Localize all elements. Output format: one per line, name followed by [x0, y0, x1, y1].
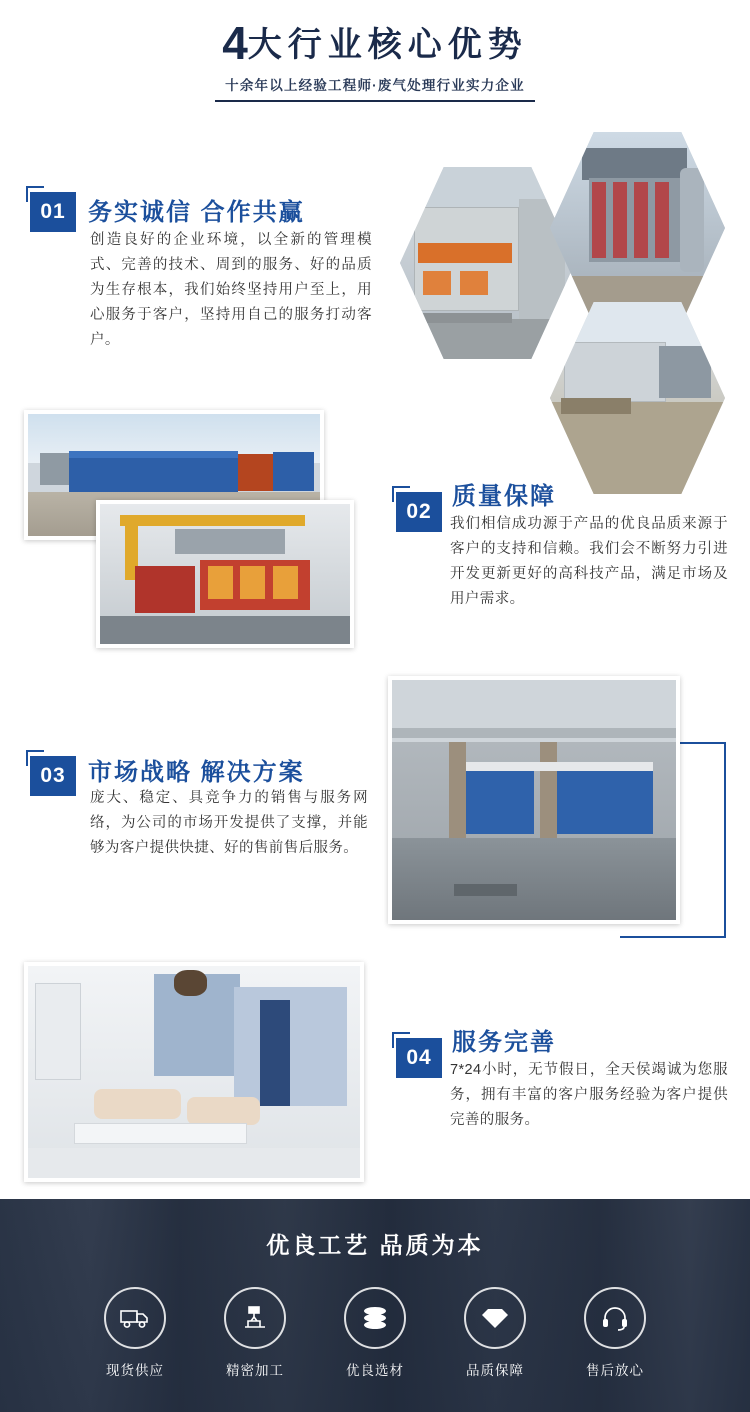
section-02-title: 质量保障	[452, 483, 556, 510]
banner-item-5-label: 售后放心	[586, 1363, 644, 1378]
banner-item-3	[332, 1287, 418, 1379]
page-header	[0, 17, 750, 105]
banner-item-2	[212, 1287, 298, 1379]
photo-spray-booth-hall	[388, 676, 680, 924]
banner-item-5	[572, 1287, 658, 1379]
photo-hex-workshop	[400, 163, 575, 363]
factory-icon	[224, 1287, 286, 1349]
section-04-title: 服务完善	[452, 1029, 556, 1056]
section-03-body: 庞大、稳定、具竞争力的销售与服务网络，为公司的市场开发提供了支撑，并能够为客户提供快捷、好的售前售后服务。	[90, 790, 368, 856]
section-03-title: 市场战略 解决方案	[88, 759, 305, 786]
header-divider	[215, 100, 535, 102]
section-03-badge: 03	[30, 756, 76, 796]
photo-hex-factory-yard	[550, 298, 725, 498]
layers-icon	[344, 1287, 406, 1349]
banner-item-4	[452, 1287, 538, 1379]
banner-item-2-label: 精密加工	[226, 1363, 284, 1378]
section-01-title: 务实诚信 合作共赢	[88, 199, 305, 226]
section-01-badge: 01	[30, 192, 76, 232]
photo-customer-service	[24, 962, 364, 1182]
banner-feature-list	[0, 1287, 750, 1379]
banner-item-1	[92, 1287, 178, 1379]
truck-icon	[104, 1287, 166, 1349]
photo-hex-dust-collector	[550, 128, 725, 328]
headset-icon	[584, 1287, 646, 1349]
banner-item-1-label: 现货供应	[106, 1363, 164, 1378]
section-01-body: 创造良好的企业环境，以全新的管理模式、完善的技术、周到的服务、好的品质为生存根本，我们始终坚持用户至上，用心服务于客户，坚持用自己的服务打动客户。	[90, 232, 372, 348]
page-title-text: 大行业核心优势	[247, 26, 528, 64]
bottom-banner	[0, 1199, 750, 1412]
diamond-icon	[464, 1287, 526, 1349]
section-04-body: 7*24小时，无节假日，全天侯竭诚为您服务，拥有丰富的客户服务经验为客户提供完善的服务。	[450, 1062, 728, 1128]
page-title-number: 4	[222, 17, 248, 69]
banner-item-4-label: 品质保障	[466, 1363, 524, 1378]
page-title	[222, 17, 528, 69]
section-04-badge: 04	[396, 1038, 442, 1078]
hex-photo-cluster	[400, 128, 730, 393]
photo-catalytic-furnace	[96, 500, 354, 648]
banner-title: 优良工艺 品质为本	[266, 1232, 484, 1258]
banner-item-3-label: 优良选材	[346, 1363, 404, 1378]
section-02-badge: 02	[396, 492, 442, 532]
section-02-body: 我们相信成功源于产品的优良品质来源于客户的支持和信赖。我们会不断努力引进开发更新更好的高科技产品，满足市场及用户需求。	[450, 516, 728, 607]
page-subtitle: 十余年以上经验工程师·废气处理行业实力企业	[225, 78, 525, 93]
